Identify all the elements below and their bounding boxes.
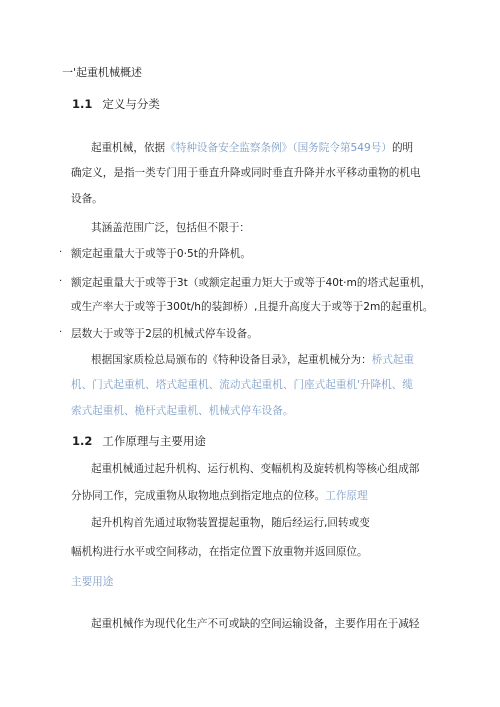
heading-1-1 xyxy=(72,97,160,111)
paragraph-line xyxy=(91,141,413,155)
bullet-marker: · xyxy=(59,327,63,338)
paragraph-line: 幅机构进行水平或空间移动，在指定位置下放重物并返回原位。 xyxy=(71,546,368,558)
category-link-line[interactable]: 机、门式起重机、塔式起重机、流动式起重机、门座式起重机'升降机、缆 xyxy=(71,379,413,391)
working-principle-link[interactable]: 工作原理 xyxy=(325,490,368,502)
text-span: 的明 xyxy=(391,142,414,154)
paragraph-line: 起重机械通过起升机构、运行机构、变幅机构及旋转机构等核心组成部 xyxy=(91,463,420,475)
heading-number: 1.1 xyxy=(72,97,93,111)
text-span: 起重机械，依据 xyxy=(91,142,166,154)
paragraph-line xyxy=(91,353,414,367)
heading-text: 定义与分类 xyxy=(102,97,160,111)
list-item: 层数大于或等于2层的机械式停车设备。 xyxy=(71,328,258,340)
paragraph-line: 起升机构首先通过取物装置提起重物，随后经运行,回转或变 xyxy=(91,517,370,529)
heading-number: 1.2 xyxy=(72,434,93,448)
paragraph-line: 设备。 xyxy=(71,193,103,205)
paragraph-line: 确定义，是指一类专门用于垂直升降或同时垂直升降并水平移动重物的机电 xyxy=(71,167,421,179)
category-link[interactable]: 桥式起重 xyxy=(371,354,415,366)
list-item: 额定起重量大于或等于3t（或额定起重力矩大于或等于40t·m的塔式起重机， xyxy=(71,277,432,289)
category-link-line[interactable]: 索式起重机、桅杆式起重机、机械式停车设备。 xyxy=(71,405,294,417)
paragraph-line: 其涵盖范围广泛，包括但不限于： xyxy=(91,222,250,234)
heading-1-2 xyxy=(72,434,206,448)
list-item: 额定起重量大于或等于0·5t的升降机。 xyxy=(71,248,251,260)
heading-text: 工作原理与主要用途 xyxy=(102,434,206,448)
text-span: 根据国家质检总局颁布的《特种设备目录》，起重机械分为： xyxy=(91,354,372,366)
paragraph-line: 起重机械作为现代化生产不可或缺的空间运输设备，主要作用在于减轻 xyxy=(91,618,420,630)
paragraph-line xyxy=(71,489,368,503)
bullet-marker: · xyxy=(59,276,63,287)
decree-link[interactable]: （国务院令第549号） xyxy=(292,142,392,154)
section-title: 一'起重机械概述 xyxy=(62,66,143,79)
bullet-marker: · xyxy=(59,247,63,258)
regulation-link[interactable]: 《特种设备安全监察条例》 xyxy=(165,142,293,154)
list-item-continued: 或生产率大于或等于300t/h的装卸桥）,且提升高度大于或等于2m的起重机。 xyxy=(71,301,434,313)
text-span: 分协同工作，完成重物从取物地点到指定地点的位移。 xyxy=(71,490,326,502)
main-uses-link[interactable]: 主要用途 xyxy=(71,576,114,588)
